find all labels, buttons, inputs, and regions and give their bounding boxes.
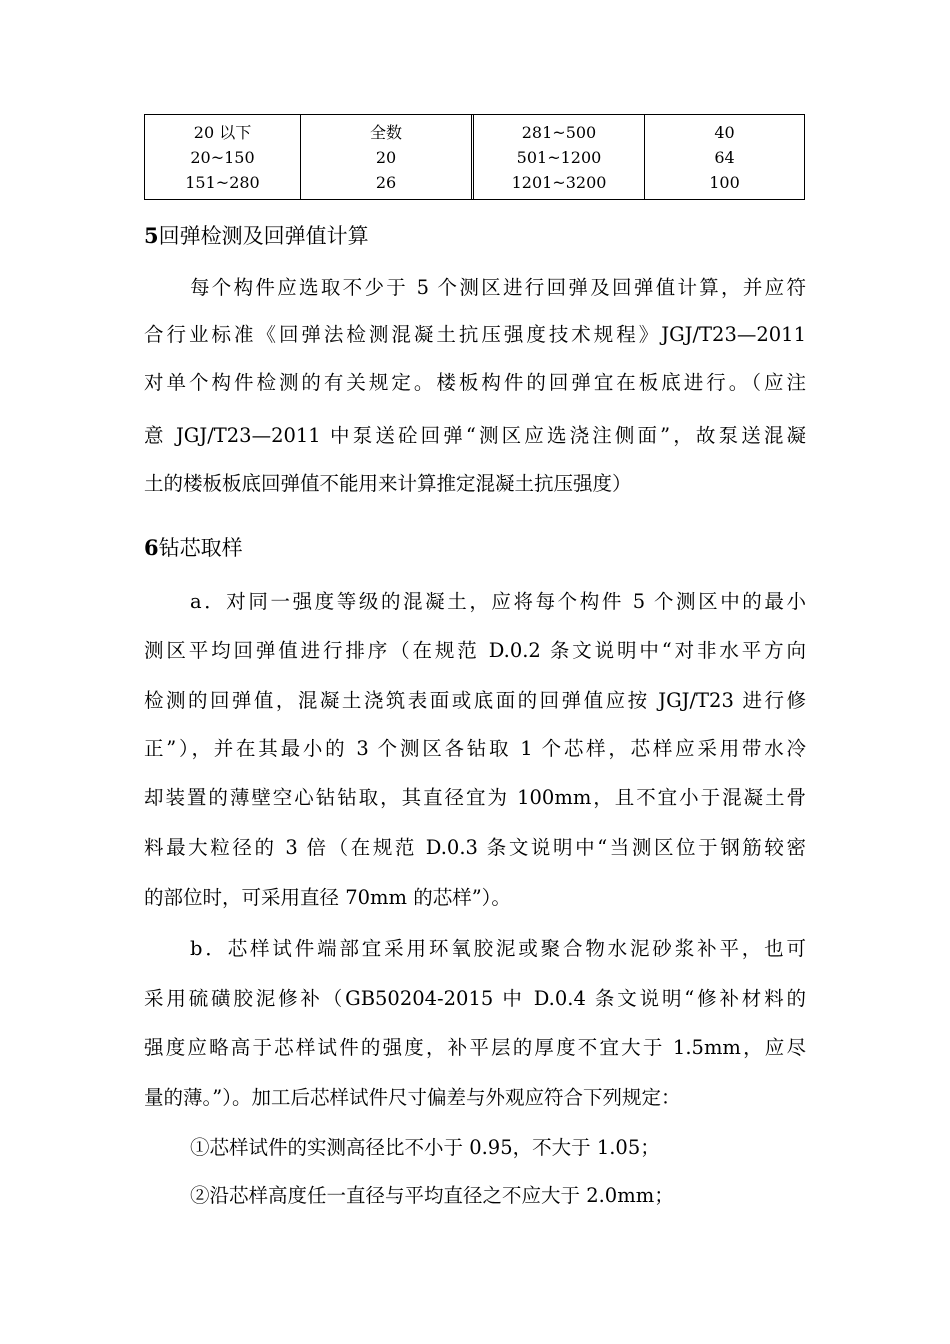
table-col-4 <box>645 115 804 199</box>
paragraph-line: 测区平均回弹值进行排序（在规范 D.0.2 条文说明中“对非水平方向 <box>144 639 806 662</box>
table-cell: 26 <box>375 172 397 192</box>
table-cell: 40 <box>714 122 735 142</box>
table-col-2 <box>301 115 474 199</box>
table-cell: 全数 <box>369 122 402 142</box>
table-cell: 20 <box>375 147 397 167</box>
table-col-3 <box>474 115 645 199</box>
table-cell: 151~280 <box>185 172 260 192</box>
table-cell: 1201~3200 <box>511 172 607 192</box>
sampling-table <box>144 114 805 200</box>
table-cell: 20~150 <box>190 147 255 167</box>
paragraph-line: 却装置的薄壁空心钻钻取，其直径宜为 100mm，且不宜小于混凝土骨 <box>144 786 806 809</box>
paragraph-line: 量的薄。”）。加工后芯样试件尺寸偏差与外观应符合下列规定： <box>144 1086 681 1109</box>
paragraph-line: 土的楼板板底回弹值不能用来计算推定混凝土抗压强度） <box>144 472 632 495</box>
table-cell: 64 <box>714 147 735 167</box>
paragraph-line: 采用硫磺胶泥修补（GB50204-2015 中 D.0.4 条文说明“修补材料的 <box>144 987 806 1010</box>
list-item: ①芯样试件的实测高径比不小于 0.95，不大于 1.05； <box>190 1136 660 1159</box>
list-item: ②沿芯样高度任一直径与平均直径之不应大于 2.0mm； <box>190 1184 674 1207</box>
section-5-number: 5 <box>144 223 159 248</box>
paragraph-line: 正”），并在其最小的 3 个测区各钻取 1 个芯样，芯样应采用带水冷 <box>144 737 806 760</box>
table-cell: 20 以下 <box>193 122 252 142</box>
paragraph-line: 每个构件应选取不少于 5 个测区进行回弹及回弹值计算，并应符 <box>190 276 806 299</box>
table-col-1 <box>145 115 301 199</box>
section-5-title: 回弹检测及回弹值计算 <box>158 224 369 248</box>
paragraph-line: b．芯样试件端部宜采用环氧胶泥或聚合物水泥砂浆补平，也可 <box>190 937 806 960</box>
section-5-heading <box>144 221 369 251</box>
paragraph-line: 对单个构件检测的有关规定。楼板构件的回弹宜在板底进行。（应注 <box>144 371 806 394</box>
table-cell: 501~1200 <box>516 147 602 167</box>
paragraph-line: 合行业标准《回弹法检测混凝土抗压强度技术规程》JGJ/T23—2011 <box>144 323 806 346</box>
paragraph-line: a．对同一强度等级的混凝土，应将每个构件 5 个测区中的最小 <box>190 590 806 613</box>
section-6-number: 6 <box>144 535 159 560</box>
section-6-title: 钻芯取样 <box>158 536 243 560</box>
table-cell: 100 <box>709 172 740 192</box>
paragraph-line: 的部位时，可采用直径 70mm 的芯样”）。 <box>144 886 511 909</box>
paragraph-line: 意 JGJ/T23—2011 中泵送砼回弹“测区应选浇注侧面”，故泵送混凝 <box>144 424 806 447</box>
table-cell: 281~500 <box>521 122 597 142</box>
section-6-heading <box>144 533 243 563</box>
paragraph-line: 料最大粒径的 3 倍（在规范 D.0.3 条文说明中“当测区位于钢筋较密 <box>144 836 806 859</box>
paragraph-line: 检测的回弹值，混凝土浇筑表面或底面的回弹值应按 JGJ/T23 进行修 <box>144 689 806 712</box>
paragraph-line: 强度应略高于芯样试件的强度，补平层的厚度不宜大于 1.5mm，应尽 <box>144 1036 806 1059</box>
